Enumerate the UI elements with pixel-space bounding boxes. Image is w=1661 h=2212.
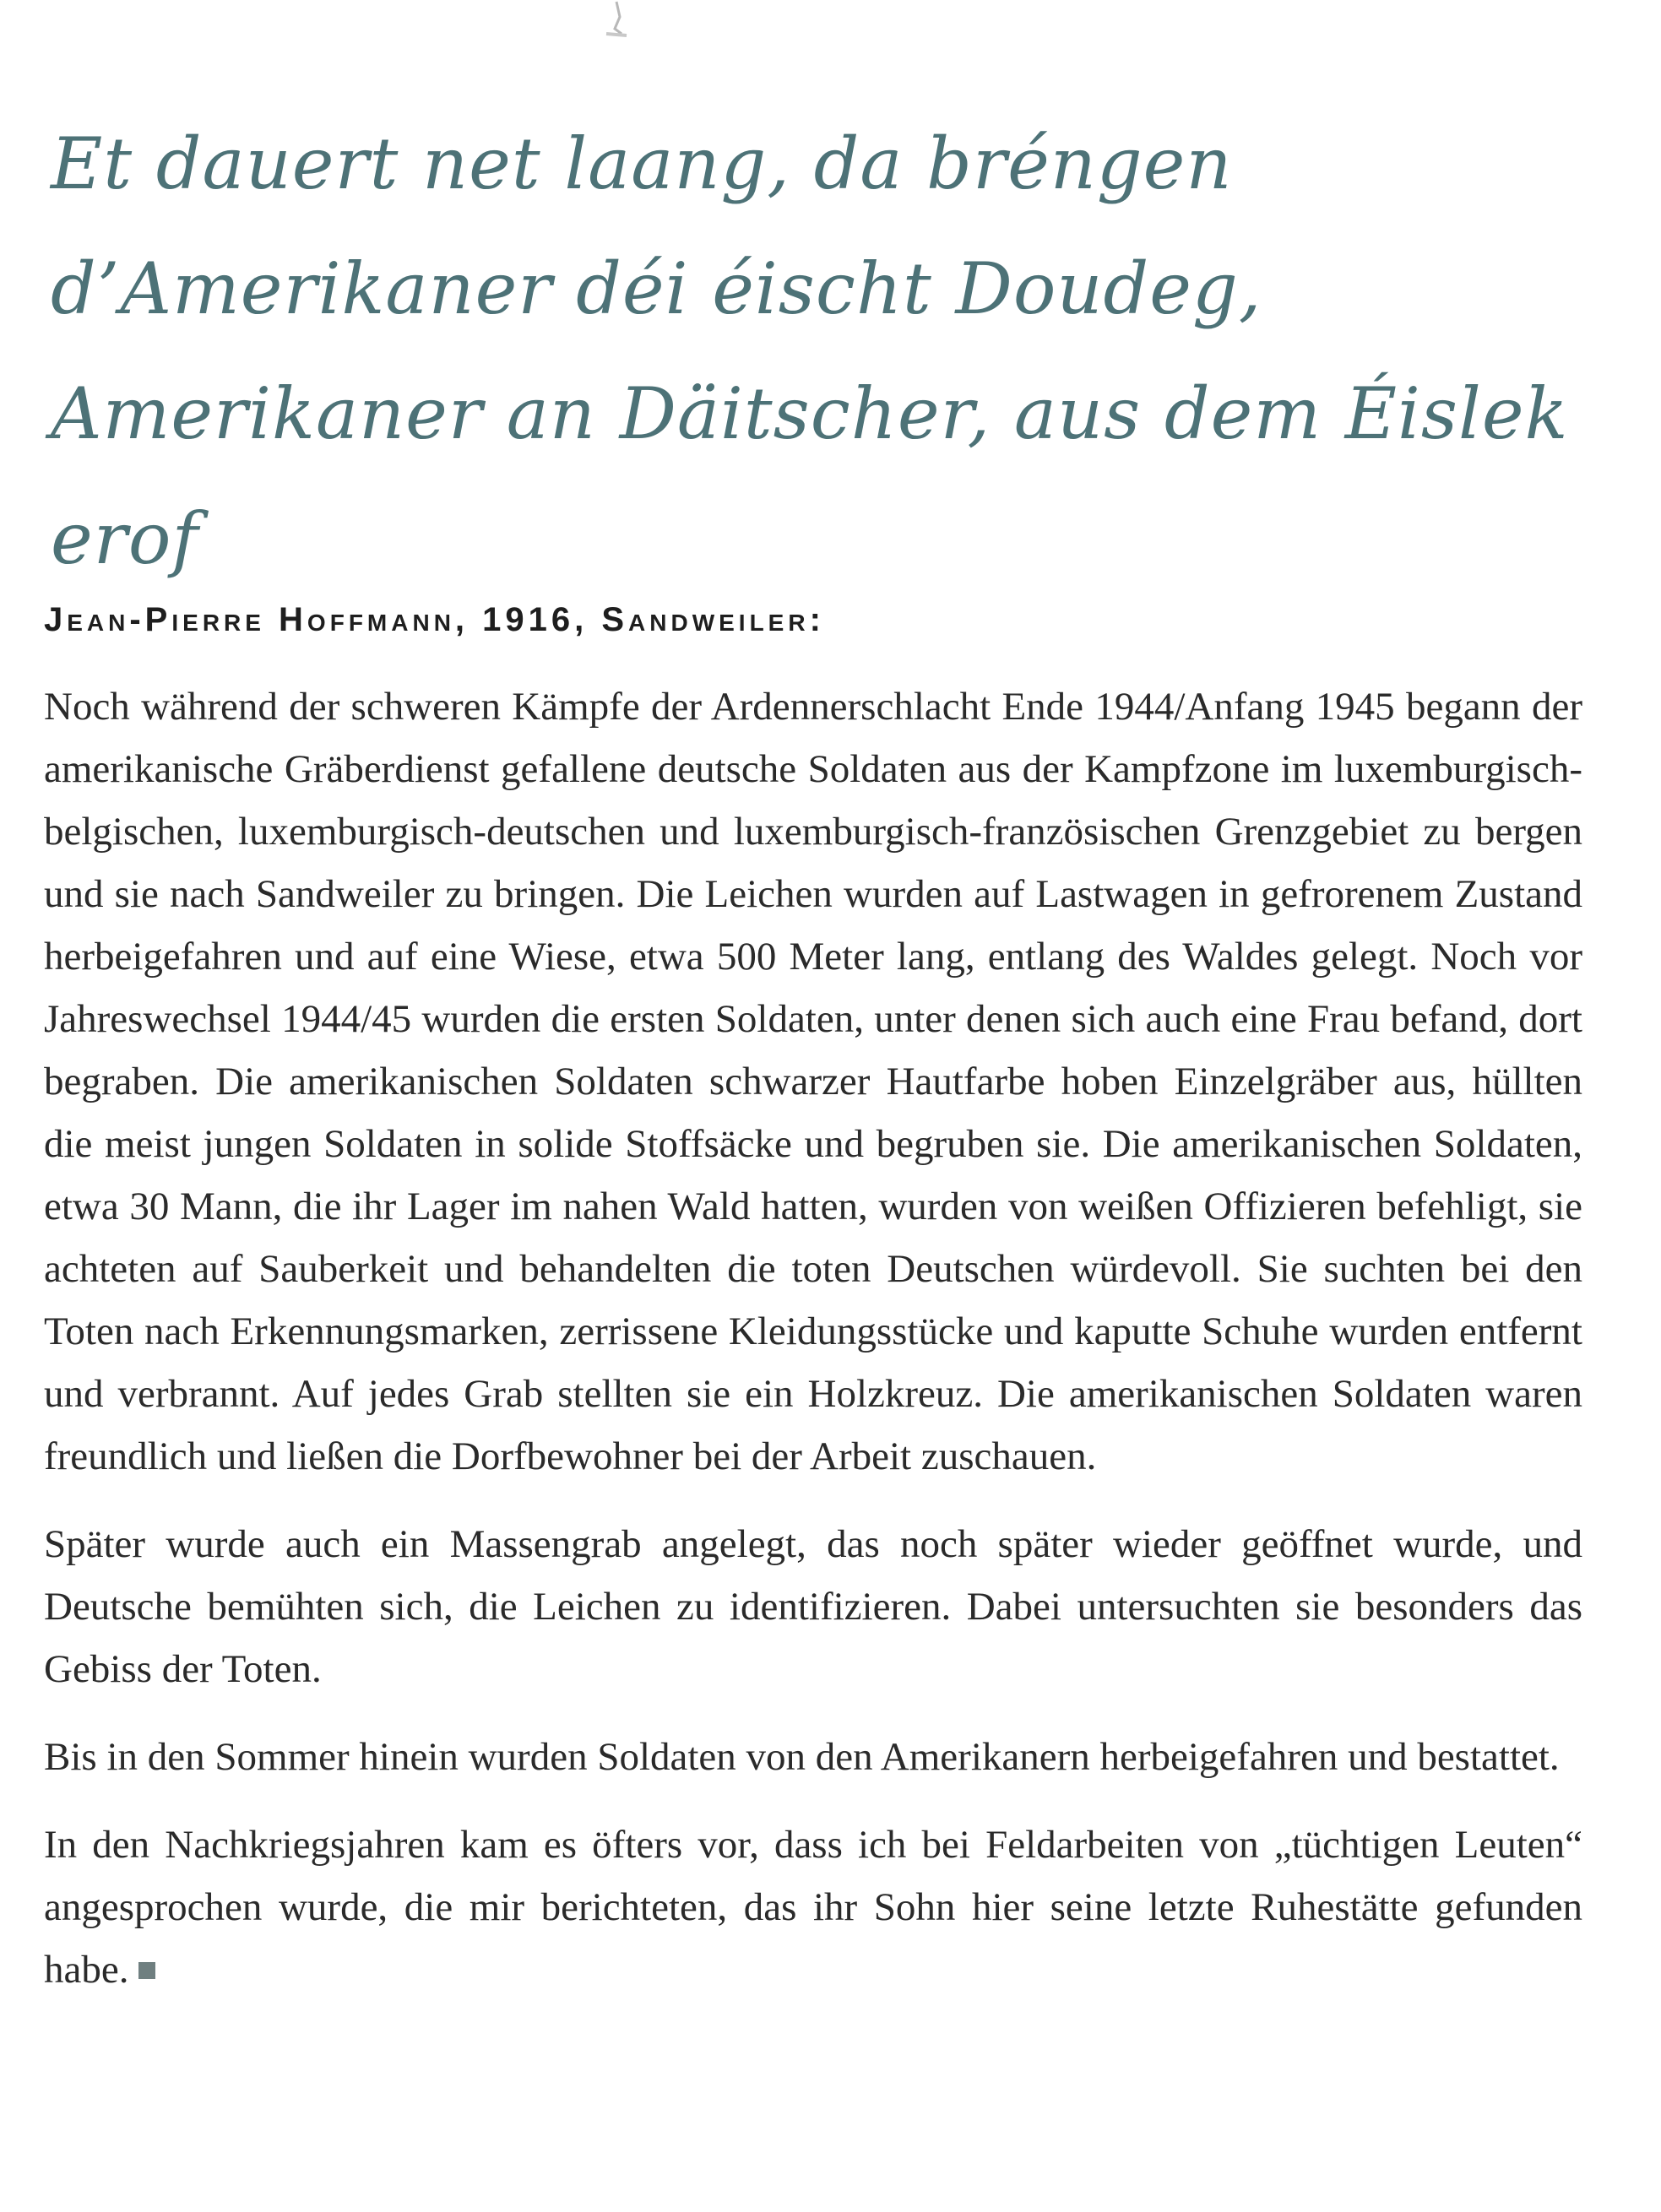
- paragraph-2: [44, 1513, 1582, 1700]
- end-of-article-square-icon: [138, 1962, 155, 1979]
- scan-mark-icon: [591, 0, 642, 51]
- paragraph-2-text: Später wurde auch ein Massengrab angelegt, das noch später wieder geöffnet wurde, und Deutsche bemühten sich, die Leichen zu identifizieren. Dabei untersuchten sie besonders das Gebiss der Toten.: [44, 1522, 1582, 1691]
- paragraph-1-text: Noch während der schweren Kämpfe der Ardennerschlacht Ende 1944/Anfang 1945 begann der amerikanische Gräberdienst gefallene deutsche Soldaten aus der Kampfzone im luxemburgisch-belgischen, luxemburgisch-deutschen und luxemburgisch-französischen Grenzgebiet zu bergen und sie nach Sandweiler zu bringen. Die Leichen wurden auf Lastwagen in gefrorenem Zustand herbeigefahren und auf eine Wiese, etwa 500 Meter lang, entlang des Waldes gelegt. Noch vor Jahreswechsel 1944/45 wurden die ersten Soldaten, unter denen sich auch eine Frau befand, dort begraben. Die amerikanischen Soldaten schwarzer Hautfarbe hoben Einzelgräber aus, hüllten die meist jungen Soldaten in solide Stoffsäcke und begruben sie. Die amerikanischen Soldaten, etwa 30 Mann, die ihr Lager im nahen Wald hatten, wurden von weißen Offizieren befehligt, sie achteten auf Sauberkeit und behandelten die toten Deutschen würdevoll. Sie suchten bei den Toten nach Erkennungsmarken, zerrissene Kleidungsstücke und kaputte Schuhe wurden entfernt und verbrannt. Auf jedes Grab stellten sie ein Holzkreuz. Die amerikanischen Soldaten waren freundlich und ließen die Dorfbewohner bei der Arbeit zuschauen.: [44, 685, 1582, 1478]
- paragraph-3-text: Bis in den Sommer hinein wurden Soldaten von den Amerikanern herbeigefahren und bestattet.: [44, 1735, 1560, 1779]
- paragraph-4-text: In den Nachkriegsjahren kam es öfters vor, dass ich bei Feldarbeiten von „tüchtigen Leuten“ angesprochen wurde, die mir berichteten, das ihr Sohn hier seine letzte Ruhestätte gefunden habe.: [44, 1823, 1582, 1992]
- pull-quote: Et dauert net laang, da bréngen d’Amerikaner déi éischt Doudeg, Amerikaner an Däitscher, aus dem Éislek erof: [51, 122, 1569, 580]
- paragraph-3: [44, 1726, 1582, 1788]
- speaker-heading: Jean-Pierre Hoffmann, 1916, Sandweiler:: [44, 601, 825, 638]
- paragraph-4: [44, 1814, 1582, 2001]
- paragraph-1: [44, 675, 1582, 1488]
- article-body: [44, 675, 1582, 2026]
